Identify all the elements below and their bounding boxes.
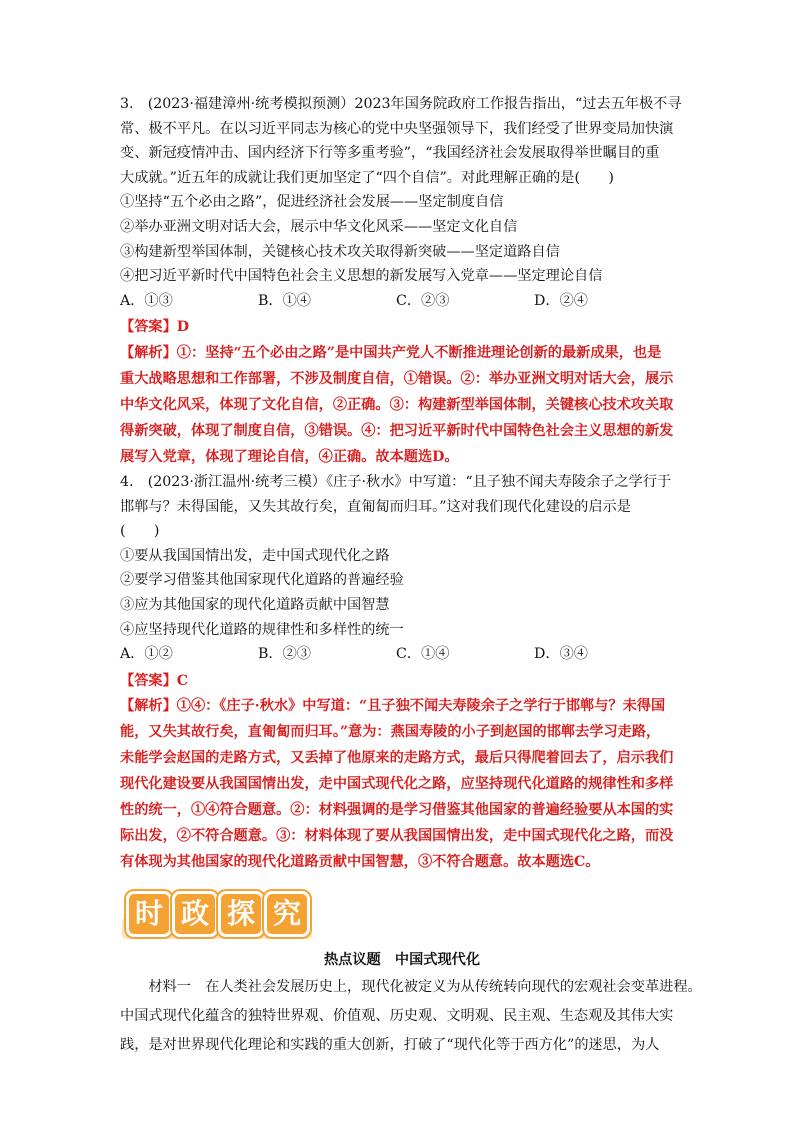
- question-4-statement: ④应坚持现代化道路的规律性和多样性的统一: [120, 621, 404, 638]
- option-b: B．①④: [258, 292, 311, 309]
- answer-label: 【答案】: [120, 319, 177, 336]
- question-3-line: 大成就。”近五年的成就让我们更加坚定了“四个自信”。对此理解正确的是( ): [120, 169, 614, 186]
- question-4-analysis: [120, 693, 684, 875]
- topic-title: 热点议题 中国式现代化: [323, 952, 481, 969]
- analysis-line: 有体现为其他国家的现代化道路贡献中国智慧，③不符合题意。故本题选C。: [120, 854, 600, 871]
- material-one: [120, 973, 702, 1060]
- question-3-options: [120, 289, 684, 314]
- question-4-statement: ①要从我国国情出发，走中国式现代化之路: [120, 547, 390, 564]
- material-line: 践，是对世界现代化理论和实践的重大创新，打破了“现代化等于西方化”的迷思，为人: [120, 1037, 660, 1054]
- analysis-line: 性的统一，①④符合题意。②：材料强调的是学习借鉴其他国家的普遍经验要从本国的实: [120, 802, 674, 819]
- option-b: B．②③: [258, 646, 311, 663]
- question-3-statement: ③构建新型举国体制，关键核心技术攻关取得新突破——坚定道路自信: [120, 243, 560, 260]
- answer-label: 【答案】: [120, 672, 177, 689]
- question-4-line: 邯郸与？未得国能，又失其故行矣，直匍匐而归耳。”这对我们现代化建设的启示是: [120, 498, 631, 515]
- analysis-line: 重大战略思想和工作部署，不涉及制度自信，①错误。②：举办亚洲文明对话大会，展示: [120, 370, 674, 387]
- option-d: D．②④: [534, 292, 588, 309]
- option-a: A．①②: [120, 646, 173, 663]
- question-4-statement: ③应为其他国家的现代化道路贡献中国智慧: [120, 596, 390, 613]
- option-d: D．③④: [534, 646, 588, 663]
- question-4-line: 4. (2023·浙江温州·统考三模）《庄子·秋水》中写道：“且子独不闻夫寿陵余子之学行于: [120, 473, 672, 490]
- option-a: A．①③: [120, 292, 173, 309]
- analysis-line: 未能学会赵国的走路方式，又丢掉了他原来的走路方式，最后只得爬着回去了，启示我们: [120, 750, 674, 767]
- question-3-statement: ①坚持“五个必由之路”，促进经济社会发展——坚定制度自信: [120, 194, 504, 211]
- question-3-analysis: [120, 340, 684, 470]
- analysis-line: 【解析】①④：《庄子·秋水》中写道：“且子独不闻夫寿陵余子之学行于邯郸与？未得国: [120, 698, 666, 715]
- page-content: [120, 92, 702, 1060]
- analysis-line: 现代化建设要从我国国情出发，走中国式现代化之路，应坚持现代化道路的规律性和多样: [120, 776, 674, 793]
- analysis-line: 中华文化风采，体现了文化自信，②正确。③：构建新型举国体制，关键核心技术攻关取: [120, 396, 674, 413]
- analysis-line: 展写入党章，体现了理论自信，④正确。故本题选D。: [120, 448, 459, 465]
- analysis-line: 得新突破，体现了制度自信，③错误。④：把习近平新时代中国特色社会主义思想的新发: [120, 422, 674, 439]
- answer-value: C: [176, 672, 189, 689]
- question-4-statement: ②要学习借鉴其他国家现代化道路的普遍经验: [120, 572, 404, 589]
- banner-char: 探: [218, 891, 264, 937]
- banner-char: 究: [264, 891, 310, 937]
- question-3-line: 变、新冠疫情冲击、国内经济下行等多重考验”，“我国经济社会发展取得举世瞩目的重: [120, 145, 660, 162]
- question-4-line: ( ): [120, 523, 160, 540]
- material-line: 中国式现代化蕴含的独特世界观、价值观、历史观、文明观、民主观、生态观及其伟大实: [120, 1008, 674, 1025]
- option-c: C．①④: [396, 646, 450, 663]
- option-c: C．②③: [396, 292, 450, 309]
- banner-char: 政: [172, 891, 218, 937]
- question-3-statement: ④把习近平新时代中国特色社会主义思想的新发展写入党章——坚定理论自信: [120, 268, 603, 285]
- question-4-answer: [120, 669, 684, 694]
- question-3-line: 常、极不平凡。在以习近平同志为核心的党中央坚强领导下，我们经受了世界变局加快演: [120, 120, 674, 137]
- section-banner: [122, 883, 312, 941]
- question-4: [120, 470, 684, 875]
- analysis-line: 【解析】①：坚持“五个必由之路”是中国共产党人不断推进理论创新的最新成果，也是: [120, 344, 662, 361]
- question-3-line: 3. (2023·福建漳州·统考模拟预测）2023年国务院政府工作报告指出，“过去五年极不寻: [120, 96, 682, 112]
- material-line: 材料一 在人类社会发展历史上，现代化被定义为从传统转向现代的宏观社会变革进程。: [120, 979, 702, 996]
- question-3-answer: [120, 315, 684, 340]
- analysis-line: 际出发，②不符合题意。③：材料体现了要从我国国情出发，走中国式现代化之路，而没: [120, 828, 674, 845]
- answer-value: D: [176, 319, 190, 336]
- analysis-line: 能，又失其故行矣，直匍匐而归耳。”意为：燕国寿陵的小子到赵国的邯郸去学习走路，: [120, 724, 661, 741]
- question-3-statement: ②举办亚洲文明对话大会，展示中华文化风采——坚定文化自信: [120, 218, 518, 235]
- question-3: [120, 92, 684, 470]
- question-4-options: [120, 642, 684, 667]
- banner-char: 时: [126, 891, 172, 937]
